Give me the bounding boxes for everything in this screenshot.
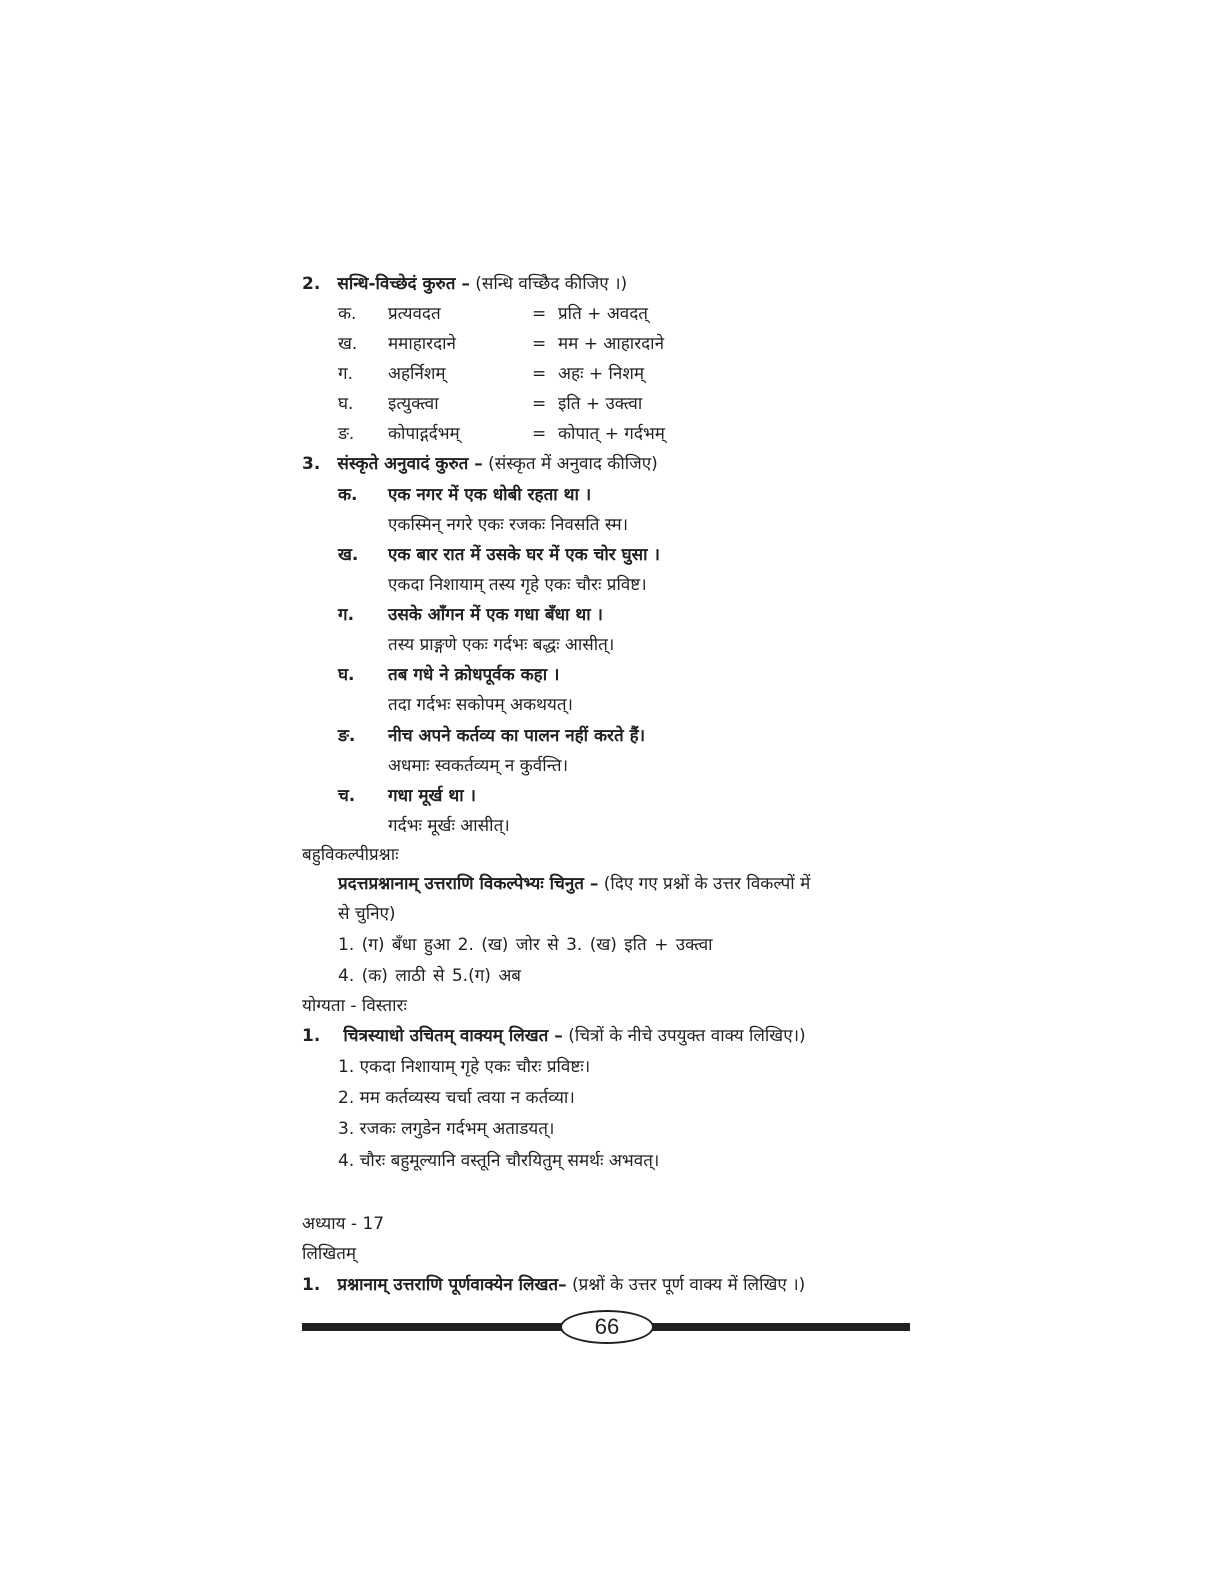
item-split: कोपात् + गर्दभम्: [558, 424, 665, 444]
yogyata-q1-subtitle: (चित्रों के नीचे उपयुक्त वाक्य लिखिए।): [568, 1026, 806, 1046]
item-word: प्रत्यवदत: [388, 304, 441, 324]
item-split: प्रति + अवदत्: [558, 304, 648, 324]
hindi-sentence: एक बार रात में उसके घर में एक चोर घुसा ।: [388, 545, 660, 565]
item-word: अहर्निशम्: [388, 364, 446, 384]
equals-sign: =: [532, 424, 547, 444]
chapter-q1-subtitle: (प्रश्नों के उत्तर पूर्ण वाक्य में लिखिए ।): [572, 1275, 806, 1295]
footer-rule-right: [648, 1323, 910, 1331]
sanskrit-translation: गर्दभः मूर्खः आसीत्।: [388, 816, 510, 836]
q3-title: संस्कृते अनुवादं कुरुत –: [337, 454, 483, 474]
chapter-q1-heading: [302, 1273, 805, 1297]
mcq-instruction-hindi-cont: से चुनिए): [338, 904, 396, 924]
q3-heading: [302, 452, 658, 476]
item-label: क.: [338, 304, 357, 324]
yogyata-answer: 1. एकदा निशायाम् गृहे एकः चौरः प्रविष्टः।: [338, 1057, 591, 1077]
mcq-heading: बहुविकल्पीप्रश्नाः: [302, 845, 399, 865]
hindi-sentence: नीच अपने कर्तव्य का पालन नहीं करते हैं।: [388, 726, 646, 746]
yogyata-answer: 3. रजकः लगुडेन गर्दभम् अताडयत्।: [338, 1119, 555, 1139]
yogyata-q1-heading: [302, 1024, 806, 1048]
item-word: कोपाद्गर्दभम्: [388, 424, 460, 444]
item-split: मम + आहारदाने: [558, 334, 665, 354]
yogyata-answer: 4. चौरः बहुमूल्यानि वस्तूनि चौरयितुम् समर्थः अभवत्।: [338, 1151, 660, 1171]
sanskrit-translation: अधमाः स्वकर्तव्यम् न कुर्वन्ति।: [388, 756, 569, 776]
mcq-instruction: [338, 872, 810, 896]
sanskrit-translation: तदा गर्दभः सकोपम् अकथयत्।: [388, 695, 573, 715]
sanskrit-translation: एकदा निशायाम् तस्य गृहे एकः चौरः प्रविष्ट।: [388, 575, 647, 595]
equals-sign: =: [532, 304, 547, 324]
item-label: ङ.: [338, 726, 356, 746]
item-label: घ.: [338, 665, 355, 685]
item-label: घ.: [338, 394, 354, 414]
item-word: इत्युक्त्वा: [388, 394, 439, 414]
yogyata-q1-title: चित्रस्याधो उचितम् वाक्यम् लिखत –: [343, 1026, 563, 1046]
page-number: 66: [560, 1310, 654, 1344]
mcq-answers-line: 1. (ग) बँधा हुआ 2. (ख) जोर से 3. (ख) इति + उक्त्वा: [338, 935, 713, 955]
yogyata-heading: योग्यता - विस्तारः: [302, 996, 407, 1016]
hindi-sentence: तब गधे ने क्रोधपूर्वक कहा ।: [388, 665, 560, 685]
q2-number: 2.: [302, 274, 321, 294]
yogyata-q1-number: 1.: [302, 1026, 321, 1046]
q3-number: 3.: [302, 454, 321, 474]
item-split: इति + उक्त्वा: [558, 394, 643, 414]
q3-subtitle: (संस्कृत में अनुवाद कीजिए): [488, 454, 658, 474]
footer-rule-left: [302, 1323, 564, 1331]
equals-sign: =: [532, 394, 547, 414]
page-footer: [302, 1310, 910, 1344]
hindi-sentence: गधा मूर्ख था ।: [388, 786, 476, 806]
equals-sign: =: [532, 364, 547, 384]
q2-subtitle: (सन्धि वच्छिेद कीजिए ।): [475, 274, 628, 294]
chapter-q1-title: प्रश्नानाम् उत्तराणि पूर्णवाक्येन लिखत–: [337, 1275, 567, 1295]
item-label: ख.: [338, 545, 359, 565]
q2-title: सन्धि-विच्छेदं कुरुत –: [337, 274, 470, 294]
sanskrit-translation: तस्य प्राङ्गणे एकः गर्दभः बद्धः आसीत्।: [388, 635, 615, 655]
q2-heading: [302, 272, 627, 296]
item-label: ख.: [338, 334, 358, 354]
mcq-instruction-sanskrit: प्रदत्तप्रश्नानाम् उत्तराणि विकल्पेभ्यः चिनुत –: [338, 874, 599, 894]
yogyata-answer: 2. मम कर्तव्यस्य चर्चा त्वया न कर्तव्या।: [338, 1088, 575, 1108]
item-label: क.: [338, 485, 358, 505]
chapter-q1-number: 1.: [302, 1275, 321, 1295]
sanskrit-translation: एकस्मिन् नगरे एकः रजकः निवसति स्म।: [388, 515, 629, 535]
chapter-heading: अध्याय - 17: [302, 1214, 385, 1234]
chapter-subheading: लिखितम्: [302, 1244, 357, 1264]
item-split: अहः + निशम्: [558, 364, 645, 384]
item-label: ग.: [338, 605, 355, 625]
item-label: ङ.: [338, 424, 355, 444]
hindi-sentence: उसके आँगन में एक गधा बँधा था ।: [388, 605, 603, 625]
mcq-instruction-hindi: (दिए गए प्रश्नों के उत्तर विकल्पों में: [603, 874, 811, 894]
item-label: ग.: [338, 364, 353, 384]
equals-sign: =: [532, 334, 547, 354]
item-label: च.: [338, 786, 356, 806]
item-word: ममाहारदाने: [388, 334, 456, 354]
mcq-answers-line: 4. (क) लाठी से 5.(ग) अब: [338, 966, 522, 986]
hindi-sentence: एक नगर में एक धोबी रहता था ।: [388, 485, 592, 505]
